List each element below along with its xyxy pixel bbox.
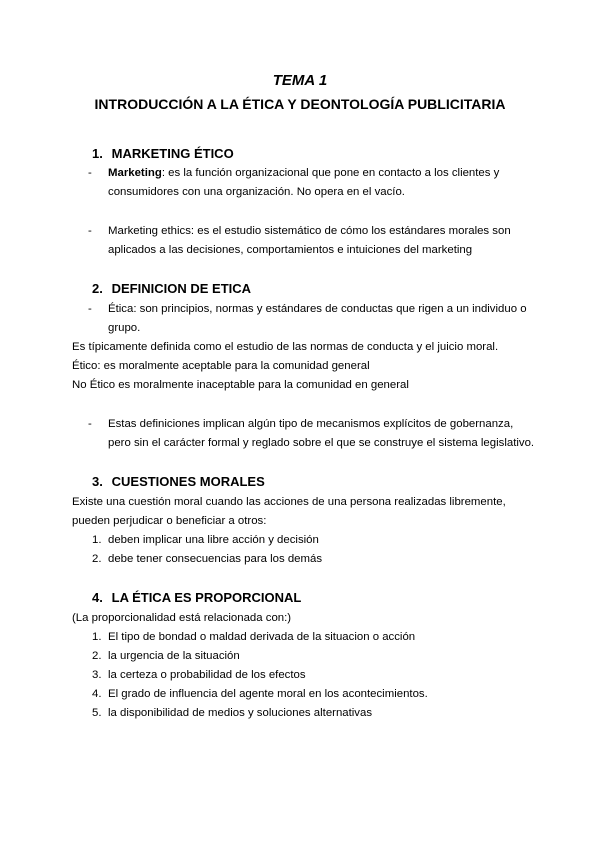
section-number: 1. (92, 146, 103, 161)
section-title: LA ÉTICA ES PROPORCIONAL (111, 590, 302, 605)
bullet-dash: - (88, 418, 92, 430)
section-heading-marketing-etico (92, 146, 234, 161)
term-marketing: Marketing (108, 167, 162, 179)
paragraph-line: grupo. (108, 322, 141, 334)
list-item: 5. la disponibilidad de medios y soluciones alternativas (92, 707, 373, 719)
paragraph-line: No Ético es moralmente inaceptable para la comunidad en general (72, 379, 409, 391)
section-title: CUESTIONES MORALES (111, 474, 265, 489)
paragraph-line: Marketing ethics: es el estudio sistemático de cómo los estándares morales son (108, 225, 511, 237)
paragraph-line: Marketing: es la función organizacional que pone en contacto a los clientes y (108, 167, 500, 179)
section-number: 2. (92, 281, 103, 296)
paragraph-line: pero sin el carácter formal y reglado sobre el que se construye el sistema legislativo. (108, 437, 535, 449)
doc-subtitle: INTRODUCCIÓN A LA ÉTICA Y DEONTOLOGÍA PUBLICITARIA (94, 96, 506, 112)
bullet-dash: - (88, 225, 92, 237)
list-item: 1. El tipo de bondad o maldad derivada de la situacion o acción (92, 631, 416, 643)
paragraph-line: Ético: es moralmente aceptable para la comunidad general (72, 360, 370, 372)
section-heading-etica-proporcional (92, 590, 301, 605)
doc-title: TEMA 1 (272, 72, 328, 89)
paragraph-line: Es típicamente definida como el estudio de las normas de conducta y el juicio moral. (72, 341, 499, 353)
list-item: 2. la urgencia de la situación (92, 650, 240, 662)
list-item: 4. El grado de influencia del agente moral en los acontecimientos. (92, 688, 428, 700)
section-number: 4. (92, 590, 103, 605)
section-title: MARKETING ÉTICO (111, 146, 234, 161)
section-heading-definicion-etica (92, 281, 251, 296)
paragraph-line: aplicados a las decisiones, comportamientos e intuiciones del marketing (108, 244, 473, 256)
bullet-dash: - (88, 167, 92, 179)
paragraph-line: Existe una cuestión moral cuando las acciones de una persona realizadas libremente, (72, 496, 506, 508)
list-item: 3. la certeza o probabilidad de los efectos (92, 669, 306, 681)
paragraph-line: consumidores con una organización. No opera en el vacío. (108, 186, 405, 198)
paragraph-line: (La proporcionalidad está relacionada con:) (72, 612, 292, 624)
section-number: 3. (92, 474, 103, 489)
section-title: DEFINICION DE ETICA (111, 281, 252, 296)
list-item: 2. debe tener consecuencias para los demás (92, 553, 323, 565)
paragraph-line: Ética: son principios, normas y estándares de conductas que rigen a un individuo o (108, 303, 527, 315)
list-item: 1. deben implicar una libre acción y decisión (92, 534, 319, 546)
section-heading-cuestiones-morales (92, 474, 265, 489)
paragraph-line: Estas definiciones implican algún tipo de mecanismos explícitos de gobernanza, (108, 418, 514, 430)
bullet-dash: - (88, 303, 92, 315)
paragraph-line: pueden perjudicar o beneficiar a otros: (72, 515, 267, 527)
